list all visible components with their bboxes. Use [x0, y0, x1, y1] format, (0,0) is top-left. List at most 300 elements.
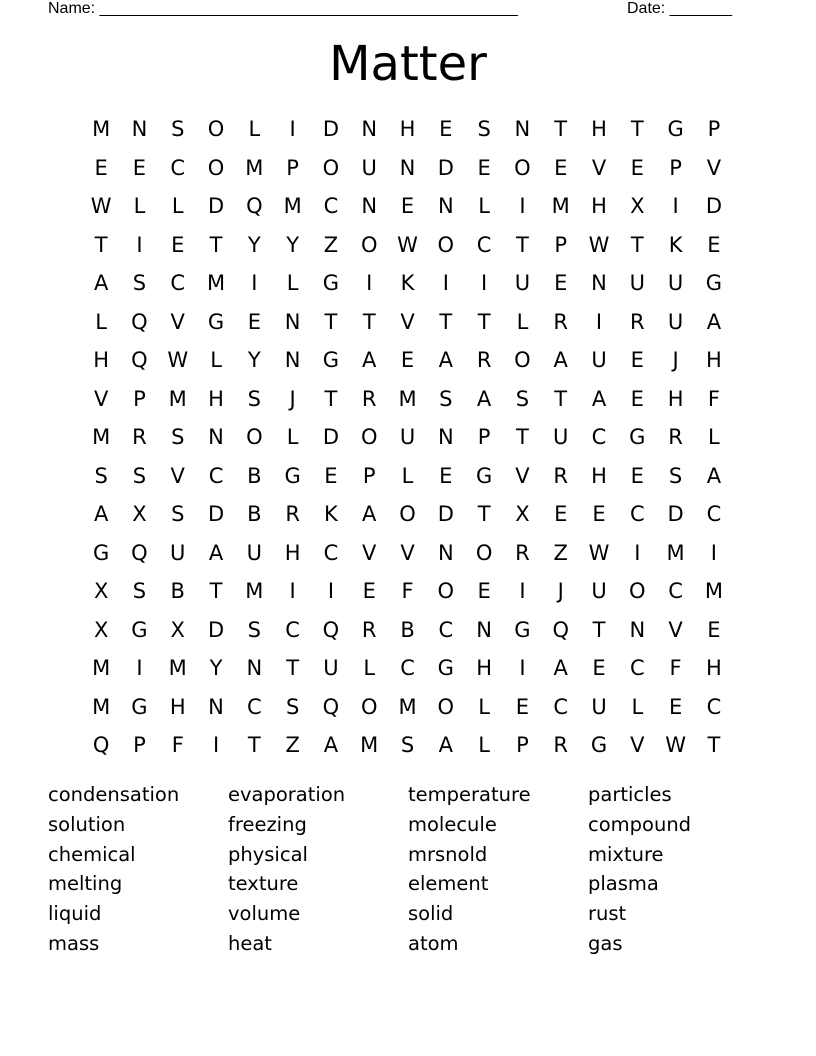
- grid-letter: I: [289, 117, 296, 141]
- grid-letter: A: [706, 309, 722, 334]
- grid-letter: A: [362, 348, 377, 372]
- grid-letter: T: [247, 733, 261, 757]
- grid-letter: L: [286, 425, 299, 449]
- grid-letter: U: [514, 271, 531, 295]
- grid-letter: R: [668, 425, 683, 449]
- word-list-item: rust: [588, 902, 627, 926]
- grid-letter: N: [437, 540, 454, 565]
- grid-letter: V: [706, 155, 722, 180]
- grid-letter: H: [667, 386, 684, 411]
- grid-letter: K: [668, 232, 683, 257]
- grid-letter: A: [208, 540, 224, 565]
- grid-letter: E: [630, 386, 644, 411]
- grid-letter: C: [706, 694, 722, 719]
- grid-letter: A: [476, 386, 492, 411]
- grid-letter: I: [251, 271, 258, 295]
- grid-letter: L: [248, 117, 261, 141]
- grid-letter: T: [516, 232, 529, 257]
- grid-letter: E: [400, 194, 415, 218]
- grid-letter: T: [94, 232, 108, 257]
- grid-letter: M: [245, 155, 264, 180]
- grid-letter: D: [207, 194, 225, 218]
- grid-letter: F: [401, 579, 414, 603]
- grid-letter: O: [207, 155, 225, 180]
- grid-letter: N: [131, 117, 148, 141]
- grid-letter: M: [398, 386, 417, 411]
- grid-letter: M: [92, 425, 111, 449]
- grid-letter: G: [322, 348, 340, 372]
- grid-letter: A: [553, 348, 568, 372]
- grid-letter: M: [92, 117, 111, 141]
- grid-letter: T: [477, 502, 491, 526]
- grid-letter: V: [591, 155, 607, 180]
- grid-letter: E: [554, 502, 568, 526]
- word-list-item: evaporation: [228, 783, 346, 806]
- grid-letter: A: [362, 502, 377, 526]
- grid-letter: L: [286, 271, 299, 295]
- grid-letter: U: [629, 271, 645, 295]
- grid-letter: C: [706, 502, 722, 526]
- grid-letter: V: [170, 463, 185, 488]
- grid-letter: H: [706, 348, 722, 372]
- grid-letter: C: [285, 617, 300, 642]
- grid-letter: B: [247, 502, 262, 526]
- grid-letter: E: [630, 348, 644, 372]
- grid-letter: O: [514, 348, 531, 372]
- word-list-item: freezing: [228, 812, 307, 836]
- grid-letter: E: [247, 309, 261, 334]
- grid-letter: S: [171, 502, 185, 526]
- word-list-item: atom: [408, 931, 459, 955]
- grid-letter: U: [246, 540, 263, 565]
- grid-letter: E: [592, 656, 606, 680]
- grid-letter: C: [170, 271, 186, 295]
- grid-letter: R: [132, 425, 147, 449]
- grid-letter: G: [207, 309, 225, 334]
- grid-letter: C: [323, 540, 339, 565]
- grid-letter: D: [437, 502, 454, 526]
- grid-letter: G: [667, 117, 684, 141]
- grid-letter: L: [708, 425, 720, 449]
- word-list-item: liquid: [48, 902, 102, 926]
- grid-letter: G: [93, 540, 110, 565]
- grid-letter: N: [208, 694, 224, 719]
- grid-letter: O: [437, 579, 455, 603]
- grid-letter: S: [247, 617, 261, 642]
- grid-letter: E: [477, 579, 491, 603]
- grid-letter: V: [630, 733, 645, 757]
- grid-letter: N: [399, 155, 416, 180]
- grid-letter: H: [284, 540, 301, 565]
- grid-letter: E: [94, 155, 108, 180]
- grid-letter: A: [706, 463, 722, 488]
- grid-letter: O: [437, 232, 455, 257]
- grid-letter: T: [554, 386, 568, 411]
- grid-letter: C: [476, 232, 492, 257]
- grid-letter: T: [362, 309, 376, 334]
- grid-letter: X: [170, 617, 185, 642]
- grid-letter: U: [591, 348, 607, 372]
- grid-letter: Y: [209, 656, 223, 680]
- grid-letter: U: [323, 656, 339, 680]
- grid-letter: U: [667, 271, 684, 295]
- grid-letter: P: [477, 425, 491, 449]
- grid-letter: T: [592, 617, 606, 642]
- grid-letter: R: [285, 502, 300, 526]
- grid-letter: N: [437, 194, 454, 218]
- grid-letter: M: [168, 386, 187, 411]
- word-list-item: chemical: [48, 842, 136, 866]
- date-field-label: Date: _______: [627, 0, 732, 17]
- grid-letter: T: [477, 309, 491, 334]
- grid-letter: O: [207, 117, 225, 141]
- grid-letter: E: [592, 502, 606, 526]
- grid-letter: G: [514, 617, 531, 642]
- grid-letter: L: [478, 733, 490, 757]
- grid-letter: T: [286, 656, 300, 680]
- grid-letter: V: [515, 463, 530, 488]
- grid-letter: P: [707, 117, 721, 141]
- grid-letter: G: [590, 733, 608, 757]
- grid-letter: E: [668, 694, 683, 719]
- word-list-item: solution: [48, 812, 126, 836]
- grid-letter: I: [136, 232, 143, 257]
- grid-letter: L: [171, 194, 184, 218]
- grid-letter: E: [554, 271, 568, 295]
- grid-letter: H: [591, 117, 607, 141]
- grid-letter: D: [437, 155, 454, 180]
- word-list-item: melting: [48, 872, 123, 896]
- grid-letter: P: [554, 232, 568, 257]
- grid-letter: U: [667, 309, 684, 334]
- grid-letter: L: [95, 309, 107, 334]
- grid-letter: V: [93, 386, 109, 411]
- grid-letter: M: [168, 656, 187, 680]
- grid-letter: Q: [322, 694, 340, 719]
- grid-letter: I: [136, 656, 143, 680]
- grid-letter: N: [208, 425, 224, 449]
- word-list-item: plasma: [588, 872, 659, 896]
- grid-letter: M: [245, 579, 264, 603]
- grid-letter: E: [400, 348, 415, 372]
- grid-letter: R: [515, 540, 530, 565]
- grid-letter: W: [397, 232, 418, 257]
- grid-letter: L: [363, 656, 376, 680]
- grid-letter: X: [515, 502, 530, 526]
- grid-letter: C: [400, 656, 415, 680]
- grid-letter: I: [442, 271, 449, 295]
- grid-letter: I: [327, 579, 335, 603]
- grid-letter: M: [92, 694, 111, 719]
- grid-letter: R: [630, 309, 645, 334]
- grid-letter: M: [206, 271, 226, 295]
- grid-letter: P: [516, 733, 529, 757]
- grid-letter: X: [93, 617, 109, 642]
- grid-letter: X: [630, 194, 645, 218]
- grid-letter: E: [707, 232, 721, 257]
- grid-letter: R: [553, 733, 568, 757]
- grid-letter: G: [322, 271, 340, 295]
- grid-letter: E: [554, 155, 568, 180]
- grid-letter: G: [705, 271, 723, 295]
- grid-letter: U: [591, 694, 607, 719]
- word-list-item: compound: [588, 812, 692, 836]
- grid-letter: M: [92, 656, 111, 680]
- grid-letter: L: [631, 694, 644, 719]
- grid-letter: W: [588, 540, 610, 565]
- grid-letter: P: [133, 386, 146, 411]
- grid-letter: A: [553, 656, 568, 680]
- grid-letter: N: [361, 117, 378, 141]
- grid-letter: R: [553, 309, 568, 334]
- grid-letter: C: [553, 694, 569, 719]
- grid-letter: T: [439, 309, 453, 334]
- grid-letter: Y: [286, 232, 300, 257]
- grid-letter: O: [475, 540, 493, 565]
- word-list-item: mixture: [588, 842, 664, 866]
- grid-letter: A: [438, 348, 453, 372]
- grid-letter: T: [554, 117, 568, 141]
- grid-letter: V: [400, 309, 415, 334]
- word-list-item: texture: [228, 872, 299, 896]
- grid-letter: I: [672, 194, 679, 218]
- grid-letter: M: [398, 694, 417, 719]
- grid-letter: D: [322, 117, 340, 141]
- grid-letter: A: [93, 271, 109, 295]
- grid-letter: H: [591, 194, 607, 218]
- grid-letter: C: [323, 194, 339, 218]
- grid-letter: W: [588, 232, 610, 257]
- page-title: Matter: [329, 36, 487, 92]
- grid-letter: D: [207, 617, 225, 642]
- grid-letter: I: [481, 271, 488, 295]
- grid-letter: Q: [92, 733, 110, 757]
- grid-letter: T: [516, 425, 529, 449]
- grid-letter: C: [247, 694, 262, 719]
- grid-letter: R: [553, 463, 568, 488]
- grid-letter: B: [400, 617, 415, 642]
- grid-letter: S: [477, 117, 491, 141]
- grid-letter: I: [710, 540, 717, 565]
- grid-letter: D: [322, 425, 340, 449]
- grid-letter: H: [208, 386, 224, 411]
- grid-letter: Q: [131, 540, 148, 565]
- grid-letter: V: [170, 309, 185, 334]
- grid-letter: Q: [246, 194, 263, 218]
- grid-letter: O: [437, 694, 455, 719]
- grid-letter: Q: [131, 348, 148, 372]
- grid-letter: I: [519, 194, 526, 218]
- grid-letter: S: [132, 579, 147, 603]
- grid-letter: N: [361, 194, 378, 218]
- grid-letter: N: [284, 309, 301, 334]
- grid-letter: E: [707, 617, 721, 642]
- grid-letter: L: [133, 194, 146, 218]
- grid-letter: S: [171, 425, 185, 449]
- grid-letter: S: [400, 733, 415, 757]
- grid-letter: X: [132, 502, 147, 526]
- grid-letter: R: [361, 617, 377, 642]
- grid-letter: Q: [322, 617, 340, 642]
- word-list-item: molecule: [408, 812, 497, 836]
- grid-letter: J: [672, 348, 679, 372]
- grid-letter: S: [171, 117, 185, 141]
- grid-letter: G: [437, 656, 454, 680]
- grid-letter: M: [704, 579, 723, 603]
- grid-letter: G: [629, 425, 646, 449]
- word-list-item: mrsnold: [408, 842, 488, 866]
- grid-letter: C: [668, 579, 683, 603]
- word-list-item: condensation: [48, 783, 180, 806]
- grid-letter: N: [437, 425, 454, 449]
- word-list-item: heat: [228, 931, 272, 955]
- grid-letter: T: [209, 579, 223, 603]
- grid-letter: G: [131, 617, 148, 642]
- grid-letter: E: [324, 463, 338, 488]
- grid-letter: T: [630, 232, 644, 257]
- grid-letter: T: [324, 309, 338, 334]
- grid-letter: R: [476, 348, 492, 372]
- grid-letter: R: [361, 386, 377, 411]
- grid-letter: A: [323, 733, 339, 757]
- grid-letter: L: [478, 194, 490, 218]
- grid-letter: S: [285, 694, 300, 719]
- grid-letter: N: [284, 348, 301, 372]
- grid-letter: Z: [553, 540, 568, 565]
- word-list-item: volume: [228, 902, 301, 926]
- grid-letter: V: [668, 617, 683, 642]
- grid-letter: C: [591, 425, 607, 449]
- grid-letter: I: [212, 733, 220, 757]
- grid-letter: O: [514, 155, 531, 180]
- grid-letter: V: [362, 540, 377, 565]
- grid-letter: M: [551, 194, 570, 218]
- grid-letter: M: [283, 194, 302, 218]
- grid-letter: S: [247, 386, 261, 411]
- grid-letter: G: [284, 463, 301, 488]
- grid-letter: B: [247, 463, 262, 488]
- letter-grid: [82, 110, 734, 765]
- grid-letter: P: [133, 733, 146, 757]
- grid-letter: Y: [247, 348, 261, 372]
- grid-letter: E: [477, 155, 491, 180]
- grid-letter: T: [630, 117, 644, 141]
- grid-letter: T: [707, 733, 721, 757]
- grid-letter: I: [366, 271, 373, 295]
- grid-letter: P: [286, 155, 299, 180]
- grid-letter: E: [515, 694, 530, 719]
- grid-letter: N: [591, 271, 607, 295]
- grid-letter: E: [630, 155, 644, 180]
- grid-letter: G: [131, 694, 148, 719]
- grid-letter: Q: [131, 309, 148, 334]
- grid-letter: O: [399, 502, 416, 526]
- grid-letter: N: [629, 617, 646, 642]
- grid-letter: D: [705, 194, 722, 218]
- grid-letter: U: [553, 425, 569, 449]
- grid-letter: K: [324, 502, 338, 526]
- grid-letter: F: [669, 656, 682, 680]
- grid-letter: O: [360, 425, 378, 449]
- grid-letter: E: [171, 232, 185, 257]
- grid-letter: H: [169, 694, 186, 719]
- grid-letter: U: [399, 425, 416, 449]
- grid-letter: L: [516, 309, 529, 334]
- grid-letter: H: [93, 348, 110, 372]
- grid-letter: Z: [323, 232, 339, 257]
- grid-letter: S: [515, 386, 530, 411]
- word-list-item: element: [408, 872, 489, 896]
- grid-letter: E: [132, 155, 147, 180]
- grid-letter: N: [514, 117, 531, 141]
- grid-letter: H: [591, 463, 607, 488]
- word-list-item: temperature: [408, 783, 531, 806]
- grid-letter: S: [668, 463, 683, 488]
- grid-letter: S: [132, 271, 147, 295]
- grid-letter: P: [362, 463, 376, 488]
- grid-letter: A: [591, 386, 607, 411]
- grid-letter: O: [629, 579, 646, 603]
- grid-letter: K: [400, 271, 415, 295]
- grid-letter: E: [439, 463, 453, 488]
- grid-letter: C: [629, 502, 645, 526]
- grid-letter: J: [289, 386, 296, 411]
- grid-letter: N: [246, 656, 263, 680]
- grid-letter: S: [132, 463, 147, 488]
- grid-letter: Y: [247, 232, 261, 257]
- grid-letter: Z: [285, 733, 300, 757]
- header: [48, 0, 748, 20]
- grid-letter: C: [438, 617, 454, 642]
- grid-letter: H: [706, 656, 722, 680]
- word-list-item: mass: [48, 931, 100, 955]
- grid-letter: E: [362, 579, 376, 603]
- word-list: [48, 780, 768, 959]
- grid-letter: U: [361, 155, 377, 180]
- grid-letter: B: [170, 579, 185, 603]
- grid-letter: S: [439, 386, 453, 411]
- grid-letter: L: [210, 348, 222, 372]
- grid-letter: D: [207, 502, 225, 526]
- word-list-item: gas: [588, 931, 623, 955]
- grid-letter: A: [93, 502, 109, 526]
- grid-letter: O: [246, 425, 263, 449]
- grid-letter: I: [634, 540, 641, 565]
- grid-letter: F: [707, 386, 720, 411]
- grid-letter: U: [591, 579, 607, 603]
- grid-letter: O: [360, 694, 378, 719]
- grid-letter: U: [170, 540, 186, 565]
- grid-letter: A: [438, 733, 453, 757]
- grid-letter: O: [322, 155, 340, 180]
- grid-letter: E: [439, 117, 453, 141]
- word-list-item: physical: [228, 842, 308, 866]
- word-list-item: solid: [408, 902, 454, 926]
- grid-letter: L: [478, 694, 490, 719]
- grid-letter: X: [93, 579, 109, 603]
- grid-letter: D: [667, 502, 684, 526]
- grid-letter: L: [401, 463, 414, 488]
- grid-letter: V: [400, 540, 415, 565]
- grid-letter: G: [475, 463, 493, 488]
- grid-letter: M: [666, 540, 685, 565]
- grid-letter: H: [476, 656, 493, 680]
- name-field-label: Name: _______________________________________________: [48, 0, 518, 17]
- grid-letter: I: [519, 579, 526, 603]
- grid-letter: I: [519, 656, 526, 680]
- grid-letter: C: [629, 656, 645, 680]
- grid-letter: P: [669, 155, 682, 180]
